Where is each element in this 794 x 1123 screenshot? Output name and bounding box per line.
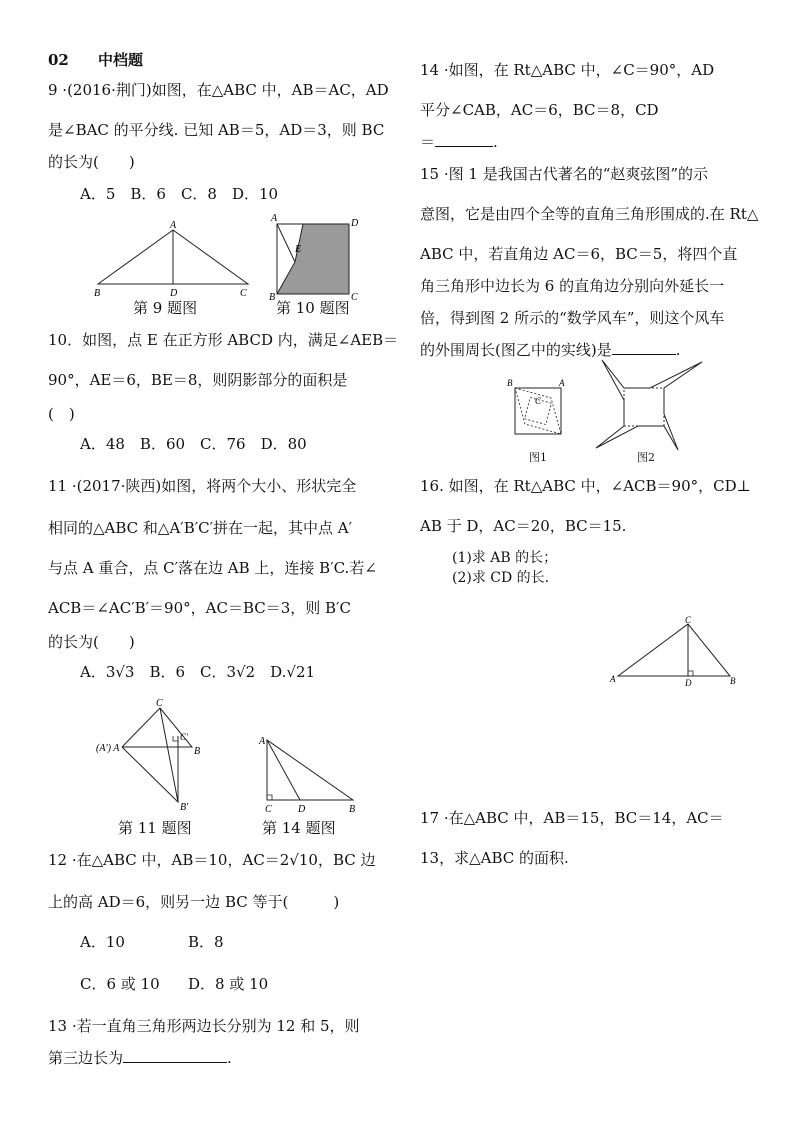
q15-line1: 15 ·图 1 是我国古代著名的“赵爽弦图”的示 (420, 165, 709, 183)
q13-answer-blank[interactable] (123, 1048, 227, 1063)
right-angle-mark (267, 795, 272, 800)
q11-options: A．3√3 B．6 C．3√2 D.√21 (80, 663, 316, 681)
label-d: D (351, 218, 359, 229)
fig10-caption: 第 10 题图 (276, 299, 350, 317)
right-angle-mark (688, 671, 693, 676)
segment-b2c (160, 708, 178, 802)
triangle-abc (267, 740, 353, 800)
q10-line2: 90°，AE＝6，BE＝8，则阴影部分的面积是 (48, 371, 348, 389)
q16-sub1: (1)求 AB 的长； (452, 550, 558, 566)
figure-q9-triangle (90, 218, 255, 300)
q9-line1: 9 ·(2016·荆门)如图，在△ABC 中，AB＝AC，AD (48, 81, 389, 99)
label-d: D (170, 288, 178, 299)
q12-line1: 12 ·在△ABC 中，AB＝10，AC＝2√10，BC 边 (48, 851, 376, 869)
section-number: 02 (48, 51, 69, 69)
q15-line5: 倍，得到图 2 所示的“数学风车”，则这个风车 (420, 309, 725, 327)
bisector-ad (267, 740, 300, 800)
label-d: D (685, 678, 692, 688)
q14-answer-blank[interactable] (435, 132, 493, 147)
figure-q16 (608, 614, 742, 688)
fig14-caption: 第 14 题图 (262, 819, 336, 837)
label-c: C (685, 615, 692, 625)
q15-line6-wrap: 的外围周长(图乙中的实线)是 . (420, 341, 681, 359)
label-d: D (298, 804, 306, 814)
label-a: (A′) A (96, 743, 120, 754)
figure-q15-2-windmill (592, 358, 704, 454)
q9-line3: 的长为( ) (48, 153, 135, 171)
q10-options: A．48 B．60 C．76 D．80 (80, 435, 307, 453)
q10-line1: 10．如图，点 E 在正方形 ABCD 内，满足∠AEB＝ (48, 331, 399, 349)
q11-line1: 11 ·(2017·陕西)如图，将两个大小、形状完全 (48, 477, 357, 495)
q17-line1: 17 ·在△ABC 中，AB＝15，BC＝14，AC＝ (420, 809, 724, 827)
fig11-caption: 第 11 题图 (118, 819, 192, 837)
triangle-ab2c2 (122, 736, 178, 802)
label-b: B (349, 804, 356, 814)
q11-line4: ACB＝∠AC′B′＝90°，AC＝BC＝3，则 B′C (48, 599, 351, 617)
label-c: C (156, 698, 163, 709)
q15-line4: 角三角形中边长为 6 的直角边分别向外延长一 (420, 277, 725, 295)
label-a: A (170, 220, 177, 231)
label-e: E (295, 244, 302, 255)
fig15-1-caption: 图1 (529, 451, 547, 464)
q10-line3: ( ) (48, 405, 75, 423)
q9-line2: 是∠BAC 的平分线. 已知 AB＝5，AD＝3，则 BC (48, 121, 385, 139)
label-a: A (559, 378, 565, 388)
figure-q11 (92, 698, 212, 814)
q12-line2: 上的高 AD＝6，则另一边 BC 等于( ) (48, 893, 340, 911)
label-b: B (269, 292, 276, 302)
q11-line2: 相同的△ABC 和△A′B′C′拼在一起，其中点 A′ (48, 519, 353, 537)
q15-line2: 意图，它是由四个全等的直角三角形围成的.在 Rt△ (420, 205, 759, 223)
segment-ae (277, 224, 295, 262)
label-a: A (610, 674, 616, 684)
q13-line2-wrap: 第三边长为 . (48, 1049, 232, 1067)
label-c: C (351, 292, 358, 302)
q16-line2: AB 于 D，AC＝20，BC＝15. (420, 517, 627, 535)
q13-line2: 第三边长为 (48, 1049, 124, 1067)
q17-line2: 13，求△ABC 的面积. (420, 849, 569, 867)
q15-line6: 的外围周长(图乙中的实线)是 (420, 341, 612, 359)
q13-line1: 13 ·若一直角三角形两边长分别为 12 和 5，则 (48, 1017, 360, 1035)
q14-line3: ＝ (420, 133, 436, 151)
label-a: A (259, 736, 266, 747)
right-angle-mark (173, 736, 178, 741)
q16-sub2: (2)求 CD 的长. (452, 570, 550, 586)
q14-line1: 14 ·如图，在 Rt△ABC 中，∠C＝90°，AD (420, 61, 715, 79)
label-b: B (730, 676, 736, 686)
section-title: 中档题 (98, 51, 144, 69)
triangle-abc (618, 624, 730, 676)
q12-option-b: B．8 (188, 933, 224, 951)
dashed-inner (624, 388, 664, 426)
label-c: C (265, 804, 272, 814)
label-a: A (271, 213, 278, 224)
fig9-caption: 第 9 题图 (133, 299, 198, 317)
label-b: B (94, 288, 101, 299)
q14-line3-wrap: ＝ . (420, 133, 498, 151)
label-c: C (240, 288, 247, 299)
q15-line3: ABC 中，若直角边 AC＝6，BC＝5，将四个直 (420, 245, 738, 263)
center-square (624, 388, 664, 426)
figure-q14 (255, 734, 365, 814)
q12-option-d: D．8 或 10 (188, 975, 269, 993)
outer-square (515, 388, 561, 434)
q15-answer-blank[interactable] (612, 340, 676, 355)
dashed-diagonals (515, 388, 561, 434)
fig15-2-caption: 图2 (637, 451, 655, 464)
q16-line1: 16. 如图，在 Rt△ABC 中，∠ACB＝90°，CD⊥ (420, 477, 751, 495)
windmill-outline (596, 360, 702, 450)
label-c: C (535, 396, 542, 406)
q11-line3: 与点 A 重合，点 C′落在边 AB 上，连接 B′C.若∠ (48, 559, 377, 577)
q12-option-a: A．10 (80, 933, 125, 951)
q14-line2: 平分∠CAB，AC＝6，BC＝8，CD (420, 101, 659, 119)
shaded-region (277, 224, 349, 294)
label-b: B (507, 378, 513, 388)
label-b: B (194, 746, 201, 757)
figure-q15-1 (505, 376, 571, 438)
q9-options: A．5 B．6 C．8 D．10 (80, 185, 279, 203)
label-c-prime: C′ (180, 732, 188, 742)
q12-option-c: C．6 或 10 (80, 975, 160, 993)
label-b-prime: B′ (180, 802, 189, 813)
q11-line5: 的长为( ) (48, 633, 135, 651)
figure-q10-square (265, 212, 365, 302)
